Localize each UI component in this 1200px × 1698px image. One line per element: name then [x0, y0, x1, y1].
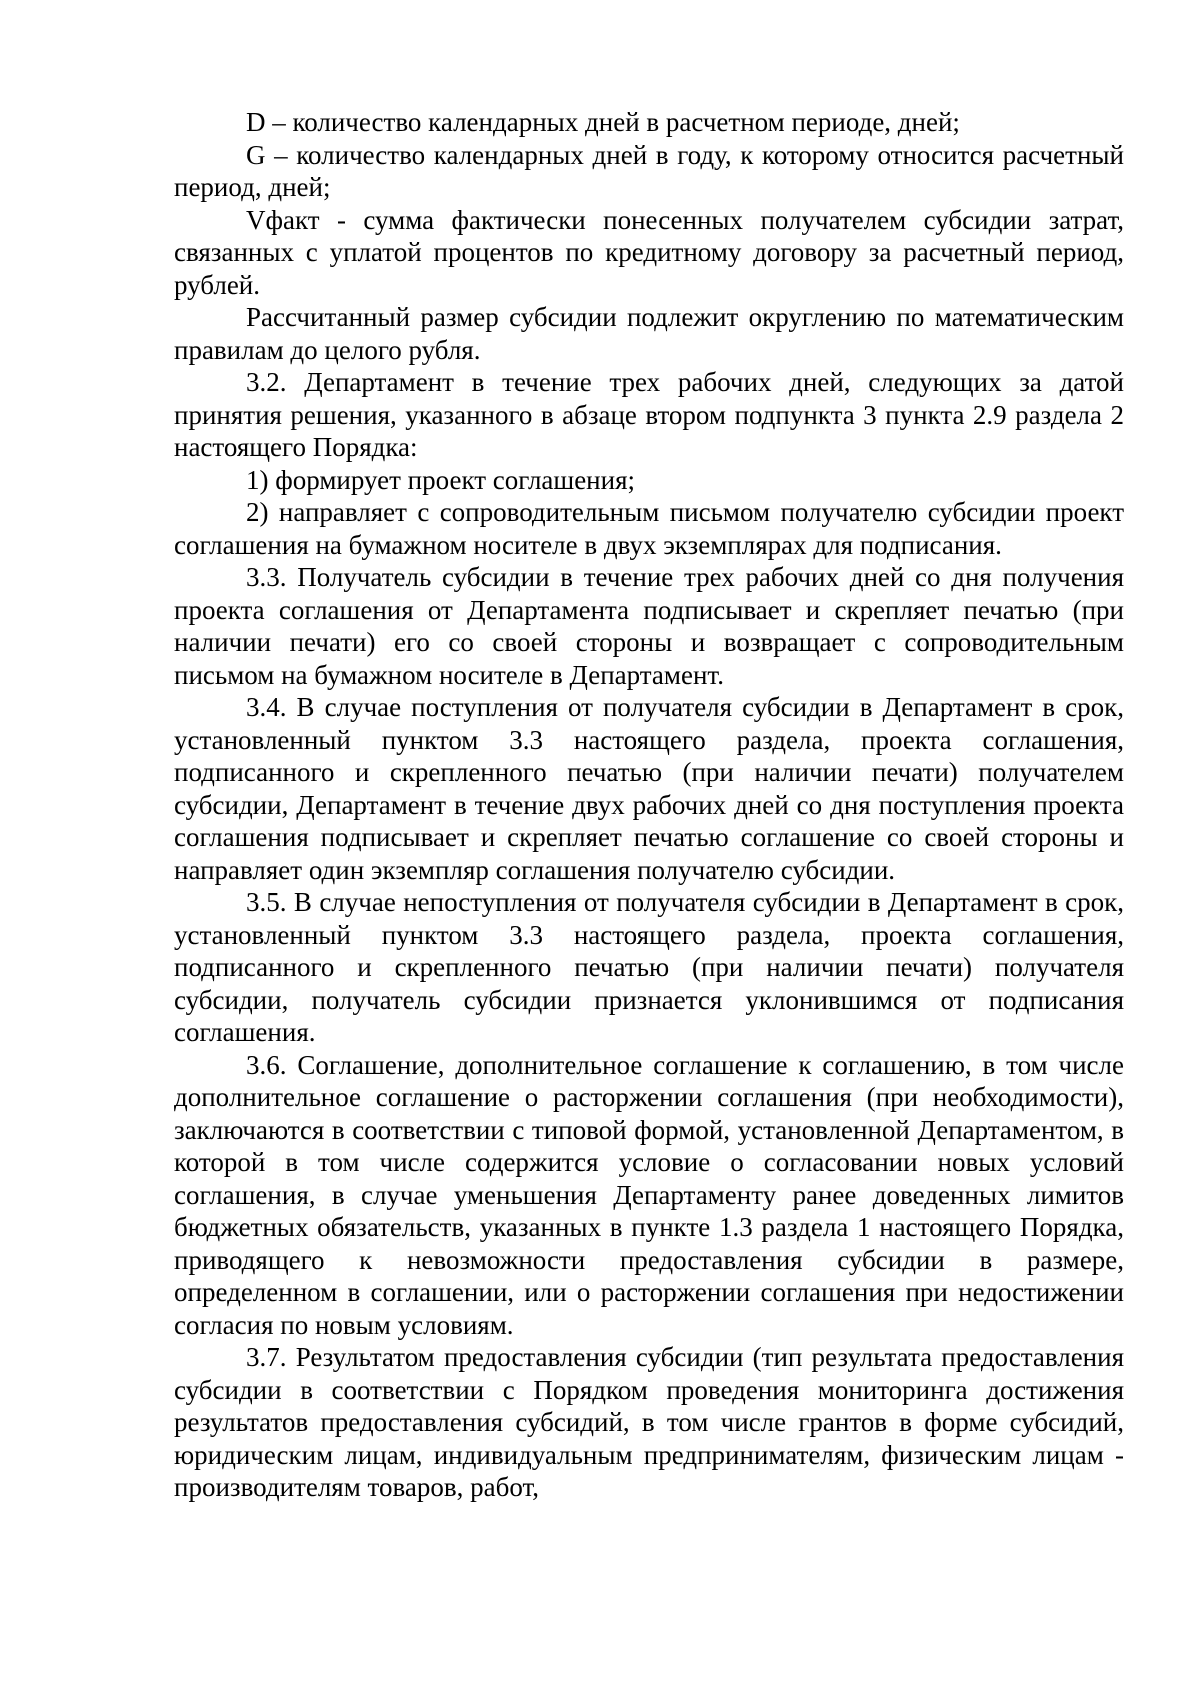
- paragraph-section-3-7: 3.7. Результатом предоставления субсидии (тип результата предоставления субсидии в соответствии с Порядком проведения мониторинга достижения результатов предоставления субсидий, в том числе грантов в форме субсидий, юридическим лицам, индивидуальным предпринимателям, физическим лицам - производителям товаров, работ,: [174, 1342, 1124, 1502]
- paragraph-item-1: 1) формирует проект соглашения;: [246, 464, 635, 495]
- paragraph-section-3-5: 3.5. В случае непоступления от получателя субсидии в Департамент в срок, установленный пунктом 3.3 настоящего раздела, проекта соглашения, подписанного и скрепленного печатью (при наличии печати) получателя субсидии, получатель субсидии признается уклонившимся от подписания соглашения.: [174, 887, 1124, 1047]
- paragraph-d-definition: D – количество календарных дней в расчетном периоде, дней;: [246, 107, 960, 137]
- paragraph-vfakt-definition: Vфакт - сумма фактически понесенных получателем субсидии затрат, связанных с уплатой процентов по кредитному договору за расчетный период, рублей.: [174, 204, 1124, 300]
- paragraph-g-definition: G – количество календарных дней в году, к которому относится расчетный период, дней;: [174, 139, 1124, 202]
- paragraph-section-3-2: 3.2. Департамент в течение трех рабочих дней, следующих за датой принятия решения, указанного в абзаце втором подпункта 3 пункта 2.9 раздела 2 настоящего Порядка:: [174, 367, 1124, 462]
- document-page: [174, 106, 1124, 1504]
- paragraph-section-3-4: 3.4. В случае поступления от получателя субсидии в Департамент в срок, установленный пунктом 3.3 настоящего раздела, проекта соглашения, подписанного и скрепленного печатью (при наличии печати) получателем субсидии, Департамент в течение двух рабочих дней со дня поступления проекта соглашения подписывает и скрепляет печатью соглашение со своей стороны и направляет один экземпляр соглашения получателю субсидии.: [174, 692, 1124, 885]
- paragraph-rounding-rule: Рассчитанный размер субсидии подлежит округлению по математическим правилам до целого рубля.: [174, 302, 1124, 365]
- paragraph-section-3-3: 3.3. Получатель субсидии в течение трех рабочих дней со дня получения проекта соглашения от Департамента подписывает и скрепляет печатью (при наличии печати) его со своей стороны и возвращает с сопроводительным письмом на бумажном носителе в Департамент.: [174, 562, 1124, 690]
- paragraph-item-2: 2) направляет с сопроводительным письмом получателю субсидии проект соглашения на бумажном носителе в двух экземплярах для подписания.: [174, 497, 1124, 560]
- paragraph-section-3-6: 3.6. Соглашение, дополнительное соглашение к соглашению, в том числе дополнительное соглашение о расторжении соглашения (при необходимости), заключаются в соответствии с типовой формой, установленной Департаментом, в которой в том числе содержится условие о согласовании новых условий соглашения, в случае уменьшения Департаменту ранее доведенных лимитов бюджетных обязательств, указанных в пункте 1.3 раздела 1 настоящего Порядка, приводящего к невозможности предоставления субсидии в размере, определенном в соглашении, или о расторжении соглашения при недостижении согласия по новым условиям.: [174, 1049, 1124, 1340]
